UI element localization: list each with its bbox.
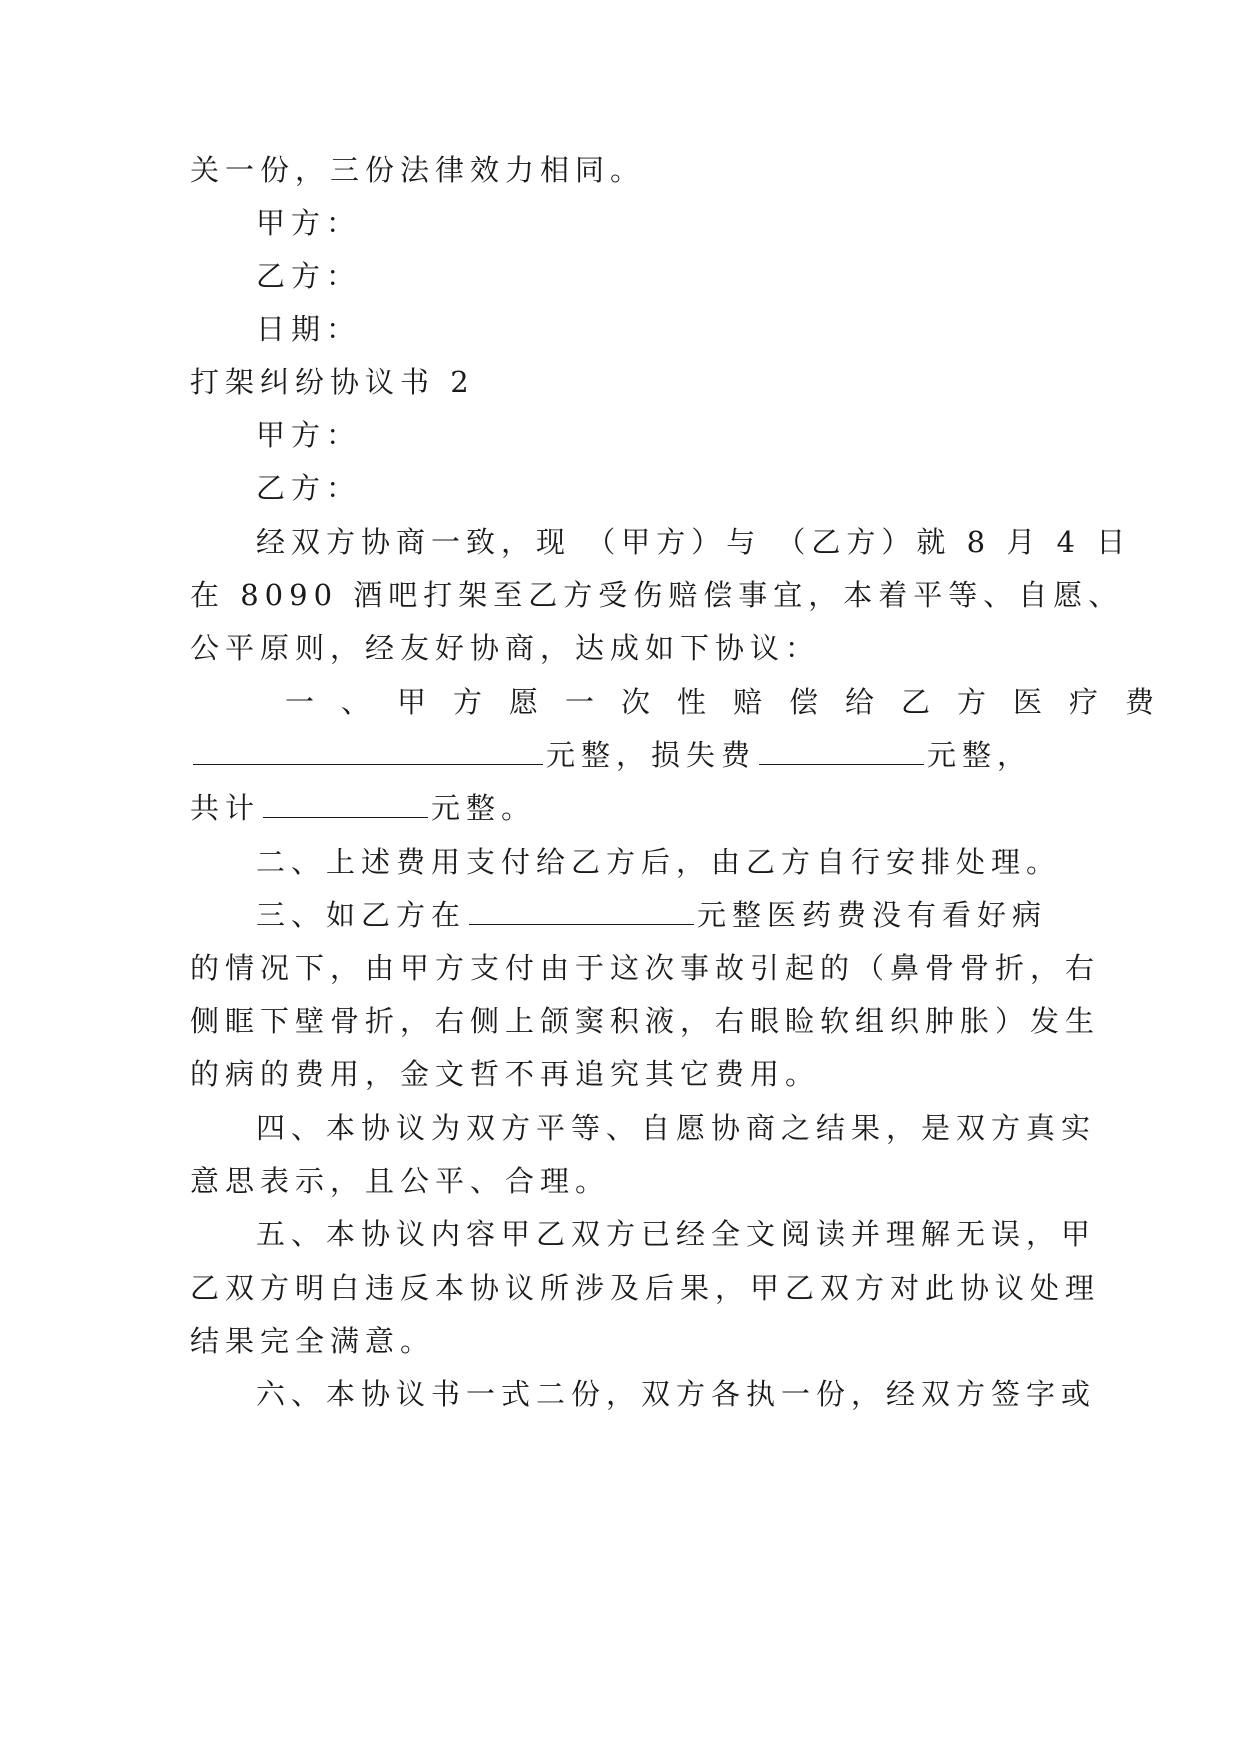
clause-one-amounts [190,735,1052,775]
paragraph-line: 公平原则，经友好协商，达成如下协议： [190,631,821,665]
paragraph-line: 五、本协议内容甲乙双方已经全文阅读并理解无误，甲 [256,1217,1097,1251]
paragraph-text: 元整，损失费 [546,738,757,772]
paragraph-line: 的情况下，由甲方支付由于这次事故引起的（鼻骨骨折，右 [190,951,1101,985]
paragraph-line: 侧眶下壁骨折，右侧上颌窦积液，右眼睑软组织肿胀）发生 [190,1004,1101,1038]
clause-one-total [190,788,1052,828]
paragraph-line: 在 8090 酒吧打架至乙方受伤赔偿事宜，本着平等、自愿、 [190,578,1124,612]
paragraph-line: 结果完全满意。 [190,1324,436,1358]
paragraph-line: 乙双方明白违反本协议所涉及后果，甲乙双方对此协议处理 [190,1271,1101,1305]
clause-three-line [256,895,1052,935]
paragraph-line: 的病的费用，金文哲不再追究其它费用。 [190,1057,821,1091]
paragraph-text: 元整医药费没有看好病 [697,898,1048,932]
paragraph-line: 六、本协议书一式二份，双方各执一份，经双方签字或 [256,1377,1097,1411]
loss-fee-blank [759,736,924,765]
party-a-label: 甲方： [256,418,362,452]
party-b-label: 乙方： [256,471,362,505]
medical-fee-blank [193,736,543,765]
paragraph-line: 意思表示，且公平、合理。 [190,1164,611,1198]
clause-one-line: 一、甲方愿一次性赔偿给乙方医疗费 [285,685,1182,719]
date-label: 日期： [256,312,362,346]
paragraph-text: 三、如乙方在 [256,898,467,932]
paragraph-line: 关一份，三份法律效力相同。 [190,153,646,187]
paragraph-text: 元整， [927,738,1033,772]
paragraph-line: 经双方协商一致，现 （甲方）与 （乙方）就 8 月 4 日 [256,525,1132,559]
party-a-label: 甲方： [256,206,362,240]
section-title: 打架纠纷协议书 2 [190,365,475,399]
medicine-fee-blank [469,896,694,925]
paragraph-text: 共计 [190,791,261,825]
paragraph-text: 元整。 [431,791,537,825]
paragraph-line: 二、上述费用支付给乙方后，由乙方自行安排处理。 [256,845,1062,879]
total-fee-blank [263,789,428,818]
party-b-label: 乙方： [256,259,362,293]
paragraph-line: 四、本协议为双方平等、自愿协商之结果，是双方真实 [256,1111,1097,1145]
